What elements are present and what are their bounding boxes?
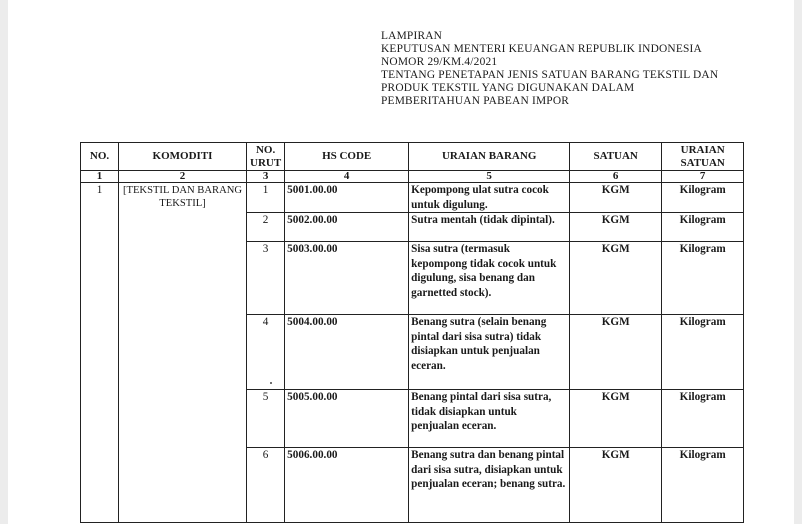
cell-satuan: KGM [570, 242, 662, 315]
column-number: 1 [81, 171, 119, 183]
cell-hs-code: 5004.00.00 [285, 315, 409, 390]
cell-urut: 6 [247, 448, 285, 523]
cell-komoditi: [TEKSTIL DAN BARANG TEKSTIL] [119, 183, 247, 523]
header-line-keputusan: KEPUTUSAN MENTERI KEUANGAN REPUBLIK INDONESIA [381, 43, 702, 55]
cell-uraian: Benang pintal dari sisa sutra, tidak disiapkan untuk penjualan eceran. [409, 390, 570, 448]
cell-uraian: Benang sutra (selain benang pintal dari sisa sutra) tidak disiapkan untuk penjualan eceran. [409, 315, 570, 390]
cell-uraian: Kepompong ulat sutra cocok untuk digulung. [409, 183, 570, 213]
cell-urut: 3 [247, 242, 285, 315]
cell-satuan: KGM [570, 183, 662, 213]
header-line-lampiran: LAMPIRAN [381, 30, 443, 42]
cell-hs-code: 5002.00.00 [285, 213, 409, 242]
document-header [381, 30, 718, 108]
cell-group-no: 1 [81, 183, 119, 523]
cell-satuan: KGM [570, 390, 662, 448]
column-number-row [81, 171, 744, 183]
cell-urut: 2 [247, 213, 285, 242]
cell-hs-code: 5003.00.00 [285, 242, 409, 315]
document-page [8, 0, 794, 524]
header-line-nomor: NOMOR 29/KM.4/2021 [381, 56, 498, 68]
cell-urut: 5 [247, 390, 285, 448]
cell-uraian-satuan: Kilogram [662, 213, 744, 242]
cell-uraian: Benang sutra dan benang pintal dari sisa sutra, disiapkan untuk penjualan eceran; benang sutra. [409, 448, 570, 523]
table-row [81, 183, 744, 213]
column-number: 7 [662, 171, 744, 183]
header-line-tentang: TENTANG PENETAPAN JENIS SATUAN BARANG TEKSTIL DAN [381, 69, 719, 81]
header-uraian-barang: URAIAN BARANG [409, 143, 570, 171]
header-line-pemberitahuan: PEMBERITAHUAN PABEAN IMPOR [381, 95, 570, 107]
cell-uraian: Sutra mentah (tidak dipintal). [409, 213, 570, 242]
cell-satuan: KGM [570, 448, 662, 523]
column-number: 4 [285, 171, 409, 183]
cell-urut: 4 [247, 315, 285, 390]
column-number: 3 [247, 171, 285, 183]
cell-uraian-satuan: Kilogram [662, 390, 744, 448]
cell-hs-code: 5001.00.00 [285, 183, 409, 213]
header-hs-code: HS CODE [285, 143, 409, 171]
commodity-table [80, 142, 744, 523]
header-uraian-satuan: URAIAN SATUAN [662, 143, 744, 171]
column-number: 2 [119, 171, 247, 183]
column-number: 6 [570, 171, 662, 183]
header-no: NO. [81, 143, 119, 171]
cell-satuan: KGM [570, 315, 662, 390]
cell-urut: 1 [247, 183, 285, 213]
header-komoditi: KOMODITI [119, 143, 247, 171]
header-line-produk: PRODUK TEKSTIL YANG DIGUNAKAN DALAM [381, 82, 635, 94]
cell-hs-code: 5005.00.00 [285, 390, 409, 448]
header-satuan: SATUAN [570, 143, 662, 171]
cell-uraian-satuan: Kilogram [662, 315, 744, 390]
cell-hs-code: 5006.00.00 [285, 448, 409, 523]
cell-uraian-satuan: Kilogram [662, 448, 744, 523]
scan-speck [270, 382, 272, 384]
cell-satuan: KGM [570, 213, 662, 242]
table-header-row [81, 143, 744, 171]
column-number: 5 [409, 171, 570, 183]
header-no-urut: NO. URUT [247, 143, 285, 171]
cell-uraian-satuan: Kilogram [662, 242, 744, 315]
cell-uraian: Sisa sutra (termasuk kepompong tidak cocok untuk digulung, sisa benang dan garnetted stock). [409, 242, 570, 315]
cell-uraian-satuan: Kilogram [662, 183, 744, 213]
